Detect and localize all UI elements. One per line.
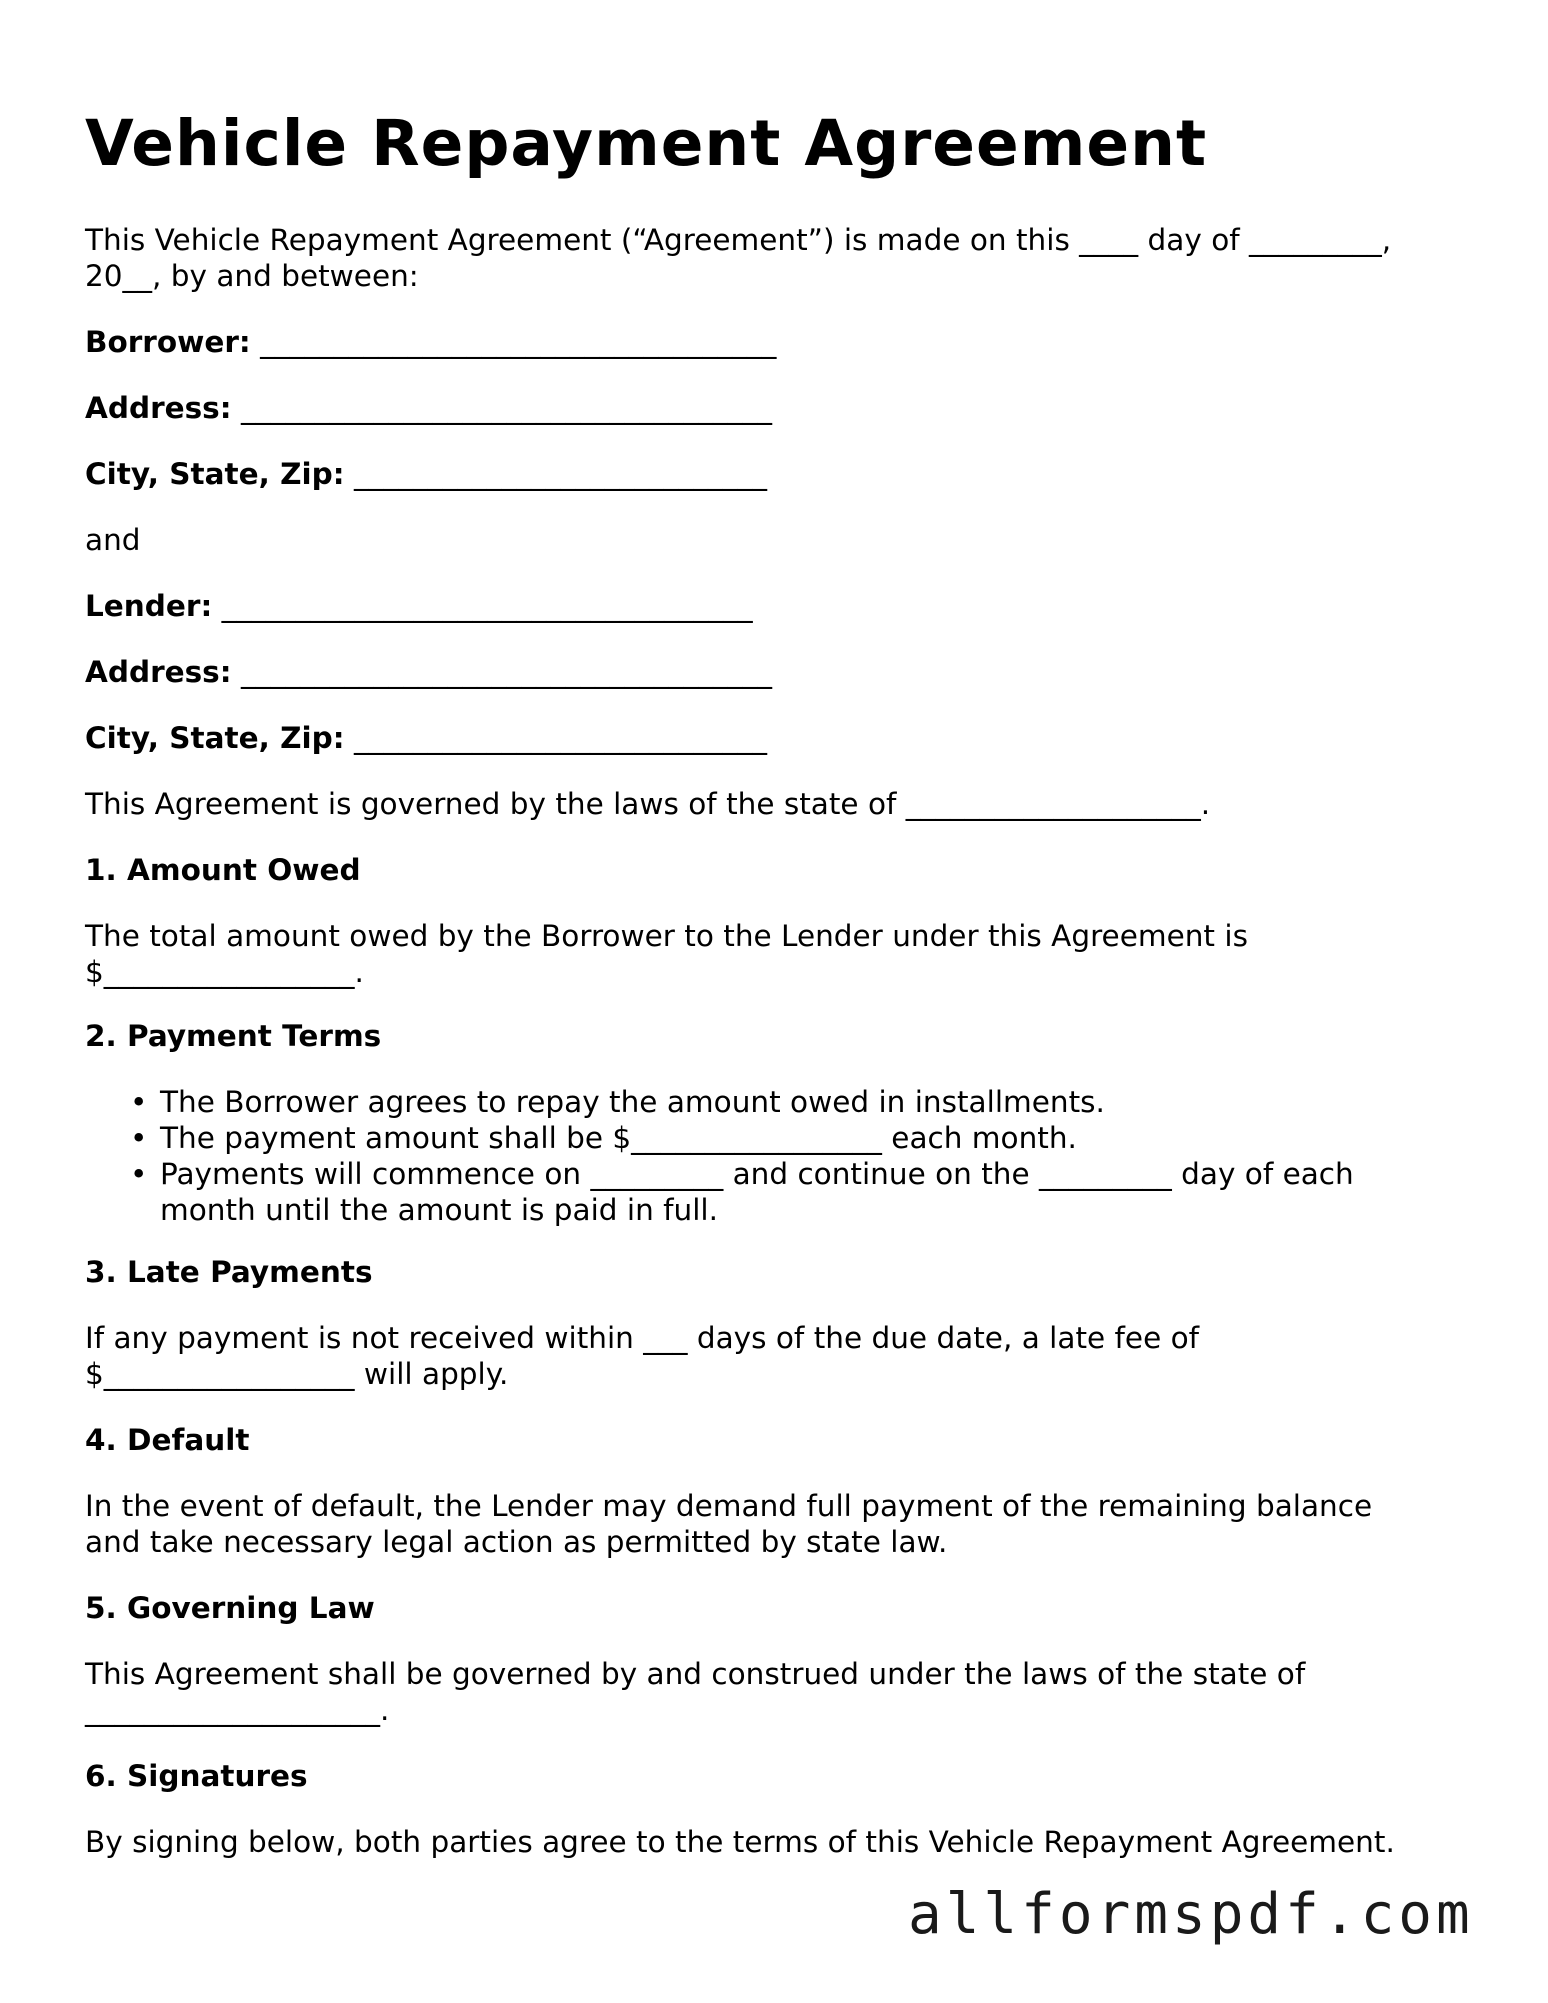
document-title: Vehicle Repayment Agreement <box>85 107 1208 180</box>
section-5-line-2: ____________________. <box>85 1693 390 1727</box>
section-4-line-1: In the event of default, the Lender may demand full payment of the remaining balance <box>85 1489 1373 1523</box>
lender-address-field[interactable] <box>85 654 772 690</box>
payment-terms-list <box>85 1084 1354 1228</box>
list-item: • The payment amount shall be $_________________ each month. <box>130 1121 1077 1155</box>
section-1-line-1: The total amount owed by the Borrower to the Lender under this Agreement is <box>85 919 1248 953</box>
section-5-heading: 5. Governing Law <box>85 1591 375 1625</box>
lender-city-blank[interactable]: ____________________________ <box>353 721 767 755</box>
lender-address-label: Address: <box>85 655 232 689</box>
lender-address-blank[interactable]: ____________________________________ <box>240 655 772 689</box>
borrower-address-blank[interactable]: ____________________________________ <box>240 391 772 425</box>
section-2-heading: 2. Payment Terms <box>85 1019 382 1053</box>
borrower-address-label: Address: <box>85 391 232 425</box>
section-1-line-2: $_________________. <box>85 955 364 989</box>
borrower-city-blank[interactable]: ____________________________ <box>353 457 767 491</box>
governed-intro: This Agreement is governed by the laws of the state of ____________________. <box>85 787 1211 821</box>
lender-city-field[interactable] <box>85 720 767 756</box>
intro-line-1: This Vehicle Repayment Agreement (“Agreement”) is made on this ____ day of _________, <box>85 223 1392 257</box>
section-5-line-1: This Agreement shall be governed by and construed under the laws of the state of <box>85 1657 1306 1691</box>
section-3-line-1: If any payment is not received within ___ days of the due date, a late fee of <box>85 1321 1200 1355</box>
section-3-heading: 3. Late Payments <box>85 1255 373 1289</box>
list-item: • The Borrower agrees to repay the amount owed in installments. <box>130 1085 1105 1119</box>
section-6-line-1: By signing below, both parties agree to the terms of this Vehicle Repayment Agreement. <box>85 1825 1395 1859</box>
section-4-line-2: and take necessary legal action as permitted by state law. <box>85 1525 948 1559</box>
list-item-continuation: month until the amount is paid in full. <box>160 1193 719 1227</box>
borrower-name-field[interactable] <box>85 324 776 360</box>
lender-name-label: Lender: <box>85 589 213 623</box>
section-4-heading: 4. Default <box>85 1423 250 1457</box>
borrower-name-blank[interactable]: ___________________________________ <box>260 325 777 359</box>
and-text: and <box>85 523 141 557</box>
watermark-logo: allformspdf.com <box>908 1882 1474 1947</box>
lender-name-blank[interactable]: ____________________________________ <box>221 589 753 623</box>
bullet-icon: • <box>130 1121 148 1155</box>
bullet-icon: • <box>130 1085 148 1119</box>
section-1-heading: 1. Amount Owed <box>85 853 361 887</box>
borrower-city-field[interactable] <box>85 456 767 492</box>
borrower-address-field[interactable] <box>85 390 772 426</box>
lender-city-label: City, State, Zip: <box>85 721 345 755</box>
borrower-city-label: City, State, Zip: <box>85 457 345 491</box>
lender-name-field[interactable] <box>85 588 753 624</box>
intro-line-2: 20__, by and between: <box>85 259 419 293</box>
section-6-heading: 6. Signatures <box>85 1759 308 1793</box>
list-item: • Payments will commence on _________ and continue on the _________ day of each <box>130 1157 1354 1191</box>
section-3-line-2: $_________________ will apply. <box>85 1357 509 1391</box>
borrower-name-label: Borrower: <box>85 325 251 359</box>
bullet-icon: • <box>130 1157 148 1191</box>
